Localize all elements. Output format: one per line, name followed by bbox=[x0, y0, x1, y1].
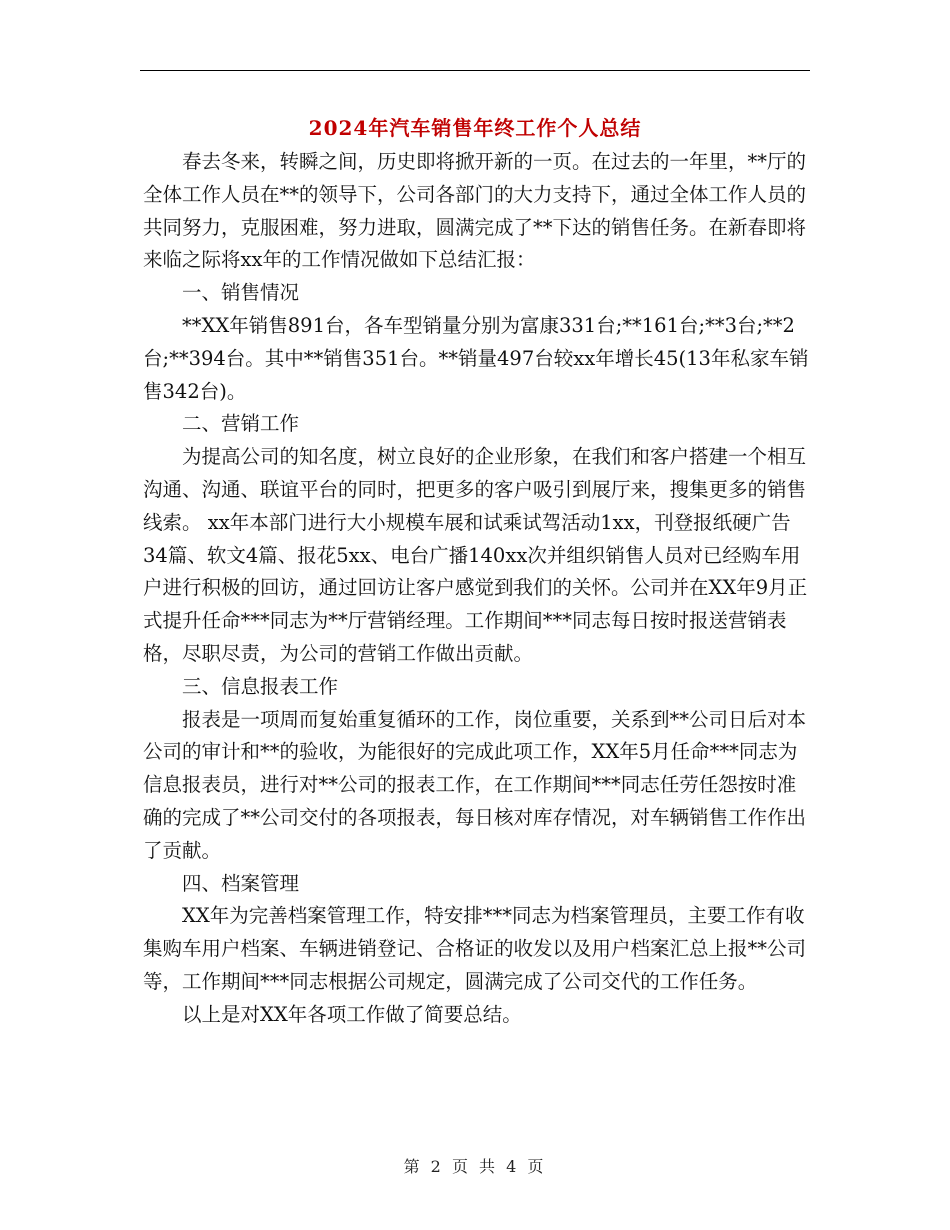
section-heading-archives: 四、档案管理 bbox=[182, 871, 300, 895]
header-rule bbox=[140, 70, 810, 71]
section-heading-marketing: 二、营销工作 bbox=[182, 412, 300, 436]
closing-paragraph: 以上是对XX年各项工作做了简要总结。 bbox=[182, 1002, 522, 1026]
marketing-paragraph: 为提高公司的知名度，树立良好的企业形象，在我们和客户搭建一个相互沟通、沟通、联谊平台的同时，把更多的客户吸引到展厅来，搜集更多的销售线索。 xx年本部门进行大小规模车展和试乘试驾活动1xx，刊登报纸硬广告34篇、软文4篇、报花5xx、电台广播140xx次并组织销售人员对已经购车用户进行积极的回访，通过回访让客户感觉到我们的关怀。公司并在XX年9月正式提升任命***同志为**厅营销经理。工作期间***同志每日按时报送营销表格，尽职尽责，为公司的营销工作做出贡献。 bbox=[143, 445, 808, 665]
section-heading-reports: 三、信息报表工作 bbox=[182, 674, 339, 698]
document-body bbox=[143, 146, 811, 1032]
page-number-footer: 第 2 页 共 4 页 bbox=[403, 1157, 547, 1176]
intro-paragraph: 春去冬来，转瞬之间，历史即将掀开新的一页。在过去的一年里，**厅的全体工作人员在**的领导下，公司各部门的大力支持下，通过全体工作人员的共同努力，克服困难，努力进取，圆满完成了**下达的销售任务。在新春即将来临之际将xx年的工作情况做如下总结汇报： bbox=[143, 150, 807, 272]
section-heading-sales: 一、销售情况 bbox=[182, 281, 300, 305]
reports-paragraph: 报表是一项周而复始重复循环的工作，岗位重要，关系到**公司日后对本公司的审计和**的验收，为能很好的完成此项工作，XX年5月任命***同志为信息报表员，进行对**公司的报表工作，在工作期间***同志任劳任怨按时准确的完成了**公司交付的各项报表，每日核对库存情况，对车辆销售工作作出了贡献。 bbox=[143, 707, 807, 862]
document-title: 2024年汽车销售年终工作个人总结 bbox=[308, 116, 642, 140]
sales-paragraph: **XX年销售891台，各车型销量分别为富康331台;**161台;**3台;**2台;**394台。其中**销售351台。**销量497台较xx年增长45(13年私家车销售342台)。 bbox=[143, 313, 809, 403]
archives-paragraph: XX年为完善档案管理工作，特安排***同志为档案管理员，主要工作有收集购车用户档案、车辆进销登记、合格证的收发以及用户档案汇总上报**公司等，工作期间***同志根据公司规定，圆满完成了公司交代的工作任务。 bbox=[143, 904, 807, 993]
